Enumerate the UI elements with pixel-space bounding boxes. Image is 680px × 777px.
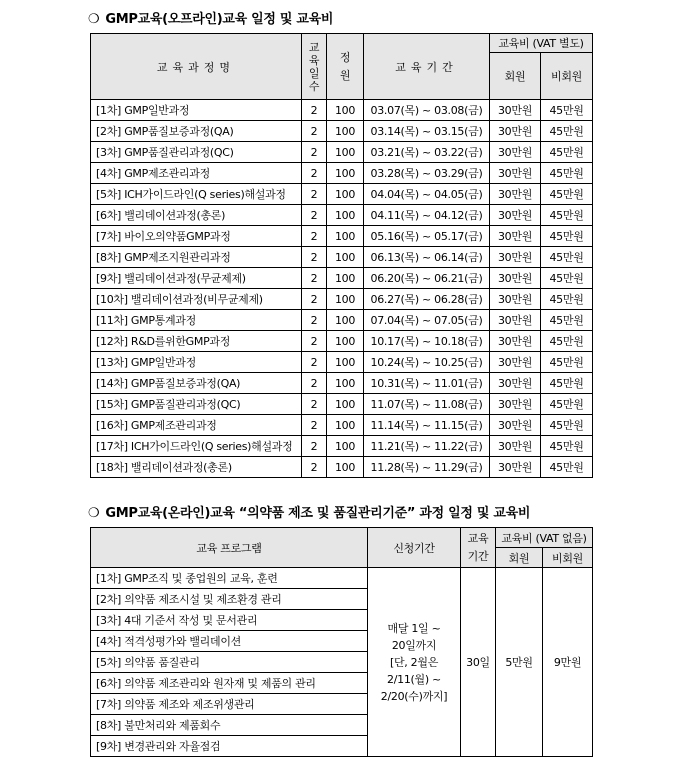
row-nonmember-fee: 45만원 [541, 121, 593, 142]
row-member-fee: 30만원 [490, 289, 541, 310]
table-row [91, 268, 593, 289]
row-member-fee: 30만원 [490, 121, 541, 142]
row-period: 06.20(목) ~ 06.21(금) [364, 268, 490, 289]
header-days [302, 34, 327, 100]
section1-title-text: GMP교육(오프라인)교육 일정 및 교육비 [105, 12, 334, 27]
row-course: [18차] 밸리데이션과정(총론) [91, 457, 302, 478]
row-nonmember-fee: 45만원 [541, 394, 593, 415]
table-row [91, 163, 593, 184]
row-days: 2 [302, 163, 327, 184]
row-course: [13차] GMP일반과정 [91, 352, 302, 373]
apply-period-line: 2/20(수)까지] [380, 689, 448, 703]
header-days-4: 수 [308, 79, 320, 93]
row-period: 10.17(목) ~ 10.18(금) [364, 331, 490, 352]
row-course: [6차] 밸리데이션과정(총론) [91, 205, 302, 226]
row-period: 06.27(목) ~ 06.28(금) [364, 289, 490, 310]
row-member-fee: 30만원 [490, 352, 541, 373]
row-capacity: 100 [327, 436, 364, 457]
row-days: 2 [302, 184, 327, 205]
table-row [91, 142, 593, 163]
row-period: 03.14(목) ~ 03.15(금) [364, 121, 490, 142]
table-row [91, 289, 593, 310]
table-row [91, 457, 593, 478]
row-days: 2 [302, 415, 327, 436]
table-row [91, 352, 593, 373]
row-course: [10차] 밸리데이션과정(비무균제제) [91, 289, 302, 310]
section2-title [88, 502, 530, 521]
header-nonmember2: 비회원 [543, 548, 593, 568]
table-row [91, 247, 593, 268]
row-period: 11.07(목) ~ 11.08(금) [364, 394, 490, 415]
header-period: 교육기간 [364, 34, 490, 100]
row-course: [12차] R&D를위한GMP과정 [91, 331, 302, 352]
row-capacity: 100 [327, 163, 364, 184]
row-days: 2 [302, 436, 327, 457]
row-period: 07.04(목) ~ 07.05(금) [364, 310, 490, 331]
row-period: 11.14(목) ~ 11.15(금) [364, 415, 490, 436]
program-item: [3차] 4대 기준서 작성 및 문서관리 [91, 610, 368, 631]
row-nonmember-fee: 45만원 [541, 373, 593, 394]
nonmember-fee-value: 9만원 [543, 568, 593, 757]
header-duration-1: 교육 [467, 531, 489, 545]
row-member-fee: 30만원 [490, 394, 541, 415]
section2-bullet: ❍ [88, 506, 100, 521]
header-program: 교육 프로그램 [91, 528, 368, 568]
program-item: [1차] GMP조직 및 종업원의 교육, 훈련 [91, 568, 368, 589]
row-days: 2 [302, 457, 327, 478]
row-days: 2 [302, 226, 327, 247]
row-period: 05.16(목) ~ 05.17(금) [364, 226, 490, 247]
row-capacity: 100 [327, 100, 364, 121]
row-course: [8차] GMP제조지원관리과정 [91, 247, 302, 268]
row-days: 2 [302, 373, 327, 394]
row-days: 2 [302, 205, 327, 226]
table-row [91, 205, 593, 226]
row-member-fee: 30만원 [490, 163, 541, 184]
row-member-fee: 30만원 [490, 142, 541, 163]
table-row [91, 394, 593, 415]
program-item: [7차] 의약품 제조와 제조위생관리 [91, 694, 368, 715]
row-course: [2차] GMP품질보증과정(QA) [91, 121, 302, 142]
header-days-1: 교 [308, 40, 320, 54]
row-capacity: 100 [327, 373, 364, 394]
row-nonmember-fee: 45만원 [541, 457, 593, 478]
row-course: [15차] GMP품질관리과정(QC) [91, 394, 302, 415]
row-course: [9차] 밸리데이션과정(무균제제) [91, 268, 302, 289]
header-member2: 회원 [496, 548, 543, 568]
header-fee2: 교육비 (VAT 없음) [496, 528, 593, 548]
table-row [91, 100, 593, 121]
row-course: [1차] GMP일반과정 [91, 100, 302, 121]
row-course: [14차] GMP품질보증과정(QA) [91, 373, 302, 394]
row-nonmember-fee: 45만원 [541, 415, 593, 436]
row-capacity: 100 [327, 247, 364, 268]
row-member-fee: 30만원 [490, 247, 541, 268]
row-period: 03.21(목) ~ 03.22(금) [364, 142, 490, 163]
row-nonmember-fee: 45만원 [541, 331, 593, 352]
header-days-3: 일 [308, 66, 320, 80]
header-capacity-2: 원 [339, 68, 351, 82]
section2-title-text: GMP교육(온라인)교육 “의약품 제조 및 품질관리기준” 과정 일정 및 교육비 [105, 506, 531, 521]
row-course: [4차] GMP제조관리과정 [91, 163, 302, 184]
header-apply: 신청기간 [368, 528, 461, 568]
row-member-fee: 30만원 [490, 205, 541, 226]
apply-period-line: [단, 2월은 [389, 655, 439, 669]
row-course: [17차] ICH가이드라인(Q series)해설과정 [91, 436, 302, 457]
row-days: 2 [302, 100, 327, 121]
apply-period-line: 20일까지 [391, 638, 437, 652]
header-fee: 교육비 (VAT 별도) [490, 34, 593, 53]
section1-title [88, 8, 333, 27]
row-capacity: 100 [327, 457, 364, 478]
row-member-fee: 30만원 [490, 100, 541, 121]
row-period: 04.11(목) ~ 04.12(금) [364, 205, 490, 226]
online-schedule-table [90, 527, 593, 757]
row-capacity: 100 [327, 331, 364, 352]
row-capacity: 100 [327, 205, 364, 226]
table-row [91, 568, 593, 589]
program-item: [6차] 의약품 제조관리와 원자재 및 제품의 관리 [91, 673, 368, 694]
duration-value: 30일 [461, 568, 496, 757]
row-days: 2 [302, 289, 327, 310]
apply-period-line: 매달 1일 ~ [387, 621, 441, 635]
row-days: 2 [302, 394, 327, 415]
row-nonmember-fee: 45만원 [541, 268, 593, 289]
table-row [91, 331, 593, 352]
header-duration-2: 기간 [467, 549, 489, 563]
row-member-fee: 30만원 [490, 331, 541, 352]
row-nonmember-fee: 45만원 [541, 163, 593, 184]
row-nonmember-fee: 45만원 [541, 226, 593, 247]
offline-schedule-table [90, 33, 593, 478]
row-days: 2 [302, 268, 327, 289]
row-capacity: 100 [327, 415, 364, 436]
row-period: 10.31(목) ~ 11.01(금) [364, 373, 490, 394]
table-row [91, 310, 593, 331]
program-item: [4차] 적격성평가와 밸리데이션 [91, 631, 368, 652]
header-member: 회원 [490, 53, 541, 100]
row-period: 11.28(목) ~ 11.29(금) [364, 457, 490, 478]
row-capacity: 100 [327, 121, 364, 142]
row-capacity: 100 [327, 394, 364, 415]
row-member-fee: 30만원 [490, 373, 541, 394]
member-fee-value: 5만원 [496, 568, 543, 757]
program-item: [8차] 불만처리와 제품회수 [91, 715, 368, 736]
row-course: [5차] ICH가이드라인(Q series)해설과정 [91, 184, 302, 205]
row-capacity: 100 [327, 142, 364, 163]
apply-period [368, 568, 461, 757]
row-days: 2 [302, 352, 327, 373]
row-days: 2 [302, 142, 327, 163]
header-duration [461, 528, 496, 568]
table-row [91, 226, 593, 247]
row-member-fee: 30만원 [490, 310, 541, 331]
row-member-fee: 30만원 [490, 184, 541, 205]
table-row [91, 184, 593, 205]
row-period: 04.04(목) ~ 04.05(금) [364, 184, 490, 205]
apply-period-line: 2/11(월) ~ [387, 672, 441, 686]
row-course: [3차] GMP품질관리과정(QC) [91, 142, 302, 163]
row-course: [11차] GMP통계과정 [91, 310, 302, 331]
row-member-fee: 30만원 [490, 415, 541, 436]
row-capacity: 100 [327, 352, 364, 373]
row-nonmember-fee: 45만원 [541, 205, 593, 226]
table-row [91, 436, 593, 457]
row-period: 03.07(목) ~ 03.08(금) [364, 100, 490, 121]
header-capacity [327, 34, 364, 100]
row-nonmember-fee: 45만원 [541, 352, 593, 373]
row-period: 06.13(목) ~ 06.14(금) [364, 247, 490, 268]
header-capacity-1: 정 [339, 50, 351, 64]
row-period: 03.28(목) ~ 03.29(금) [364, 163, 490, 184]
row-days: 2 [302, 247, 327, 268]
header-course: 교육과정명 [91, 34, 302, 100]
row-nonmember-fee: 45만원 [541, 247, 593, 268]
row-nonmember-fee: 45만원 [541, 142, 593, 163]
row-days: 2 [302, 310, 327, 331]
row-capacity: 100 [327, 184, 364, 205]
row-member-fee: 30만원 [490, 457, 541, 478]
section1-bullet: ❍ [88, 12, 100, 27]
program-item: [2차] 의약품 제조시설 및 제조환경 관리 [91, 589, 368, 610]
row-nonmember-fee: 45만원 [541, 310, 593, 331]
header-days-2: 육 [308, 53, 320, 67]
row-days: 2 [302, 121, 327, 142]
table-row [91, 415, 593, 436]
program-item: [5차] 의약품 품질관리 [91, 652, 368, 673]
row-capacity: 100 [327, 310, 364, 331]
row-course: [16차] GMP제조관리과정 [91, 415, 302, 436]
row-period: 10.24(목) ~ 10.25(금) [364, 352, 490, 373]
row-nonmember-fee: 45만원 [541, 436, 593, 457]
row-capacity: 100 [327, 289, 364, 310]
header-nonmember: 비회원 [541, 53, 593, 100]
row-nonmember-fee: 45만원 [541, 289, 593, 310]
row-capacity: 100 [327, 226, 364, 247]
table-row [91, 373, 593, 394]
row-member-fee: 30만원 [490, 268, 541, 289]
program-item: [9차] 변경관리와 자율점검 [91, 736, 368, 757]
row-course: [7차] 바이오의약품GMP과정 [91, 226, 302, 247]
row-period: 11.21(목) ~ 11.22(금) [364, 436, 490, 457]
row-capacity: 100 [327, 268, 364, 289]
row-member-fee: 30만원 [490, 226, 541, 247]
row-days: 2 [302, 331, 327, 352]
table-row [91, 121, 593, 142]
row-member-fee: 30만원 [490, 436, 541, 457]
row-nonmember-fee: 45만원 [541, 100, 593, 121]
row-nonmember-fee: 45만원 [541, 184, 593, 205]
